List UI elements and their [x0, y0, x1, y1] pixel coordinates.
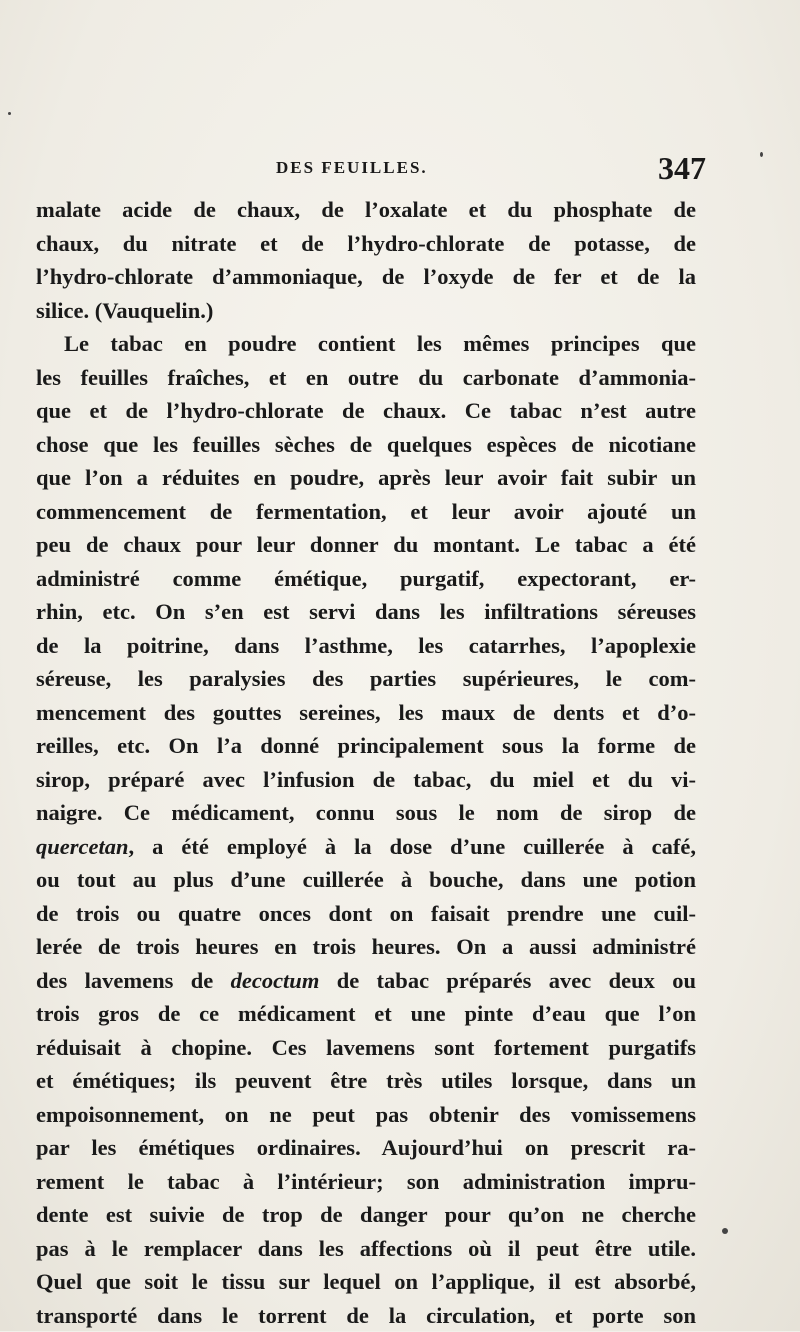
text-line: par les émétiques ordinaires. Aujourd’hui on prescrit ra- — [36, 1131, 696, 1165]
text-line: que et de l’hydro-chlorate de chaux. Ce tabac n’est autre — [36, 394, 696, 428]
paper-speck — [760, 152, 763, 157]
text-line: des lavemens de decoctum de tabac préparés avec deux ou — [36, 964, 696, 998]
text-line: pas à le remplacer dans les affections où il peut être utile. — [36, 1232, 696, 1266]
text-line: ou tout au plus d’une cuillerée à bouche, dans une potion — [36, 863, 696, 897]
text-line: sirop, préparé avec l’infusion de tabac, du miel et du vi- — [36, 763, 696, 797]
text-line: chaux, du nitrate et de l’hydro-chlorate de potasse, de — [36, 227, 696, 261]
text-line: de trois ou quatre onces dont on faisait prendre une cuil- — [36, 897, 696, 931]
text-line: dente est suivie de trop de danger pour qu’on ne cherche — [36, 1198, 696, 1232]
running-head: DES FEUILLES. — [276, 158, 428, 178]
text-line: empoisonnement, on ne peut pas obtenir des vomissemens — [36, 1098, 696, 1132]
text-line: administré comme émétique, purgatif, expectorant, er- — [36, 562, 696, 596]
page-header — [36, 150, 706, 190]
text-line: l’hydro-chlorate d’ammoniaque, de l’oxyde de fer et de la — [36, 260, 696, 294]
paragraph-end-line: silice. (Vauquelin.) — [36, 294, 696, 328]
text-line: rement le tabac à l’intérieur; son administration impru- — [36, 1165, 696, 1199]
text-line: chose que les feuilles sèches de quelques espèces de nicotiane — [36, 428, 696, 462]
paper-speck — [722, 1228, 728, 1234]
text-line: peu de chaux pour leur donner du montant. Le tabac a été — [36, 528, 696, 562]
text-line: quercetan, a été employé à la dose d’une cuillerée à café, — [36, 830, 696, 864]
text-line: les feuilles fraîches, et en outre du carbonate d’ammonia- — [36, 361, 696, 395]
italic-term: quercetan — [36, 834, 129, 859]
body-text — [36, 193, 696, 1332]
paragraph-start-line: Le tabac en poudre contient les mêmes principes que — [36, 327, 696, 361]
text-line: Quel que soit le tissu sur lequel on l’applique, il est absorbé, — [36, 1265, 696, 1299]
text-line: que l’on a réduites en poudre, après leur avoir fait subir un — [36, 461, 696, 495]
text-line: lerée de trois heures en trois heures. On a aussi administré — [36, 930, 696, 964]
text-line: rhin, etc. On s’en est servi dans les infiltrations séreuses — [36, 595, 696, 629]
text-line: transporté dans le torrent de la circulation, et porte son — [36, 1299, 696, 1332]
text-line: réduisait à chopine. Ces lavemens sont fortement purgatifs — [36, 1031, 696, 1065]
text-line: mencement des gouttes sereines, les maux de dents et d’o- — [36, 696, 696, 730]
text-line: naigre. Ce médicament, connu sous le nom de sirop de — [36, 796, 696, 830]
paper-speck — [8, 112, 11, 115]
text-line: de la poitrine, dans l’asthme, les catarrhes, l’apoplexie — [36, 629, 696, 663]
text-line: séreuse, les paralysies des parties supérieures, le com- — [36, 662, 696, 696]
text-line: reilles, etc. On l’a donné principalement sous la forme de — [36, 729, 696, 763]
text-line: et émétiques; ils peuvent être très utiles lorsque, dans un — [36, 1064, 696, 1098]
text-line: malate acide de chaux, de l’oxalate et du phosphate de — [36, 193, 696, 227]
text-line: trois gros de ce médicament et une pinte d’eau que l’on — [36, 997, 696, 1031]
text-line: commencement de fermentation, et leur avoir ajouté un — [36, 495, 696, 529]
page-number: 347 — [658, 150, 706, 187]
italic-term: decoctum — [231, 968, 320, 993]
